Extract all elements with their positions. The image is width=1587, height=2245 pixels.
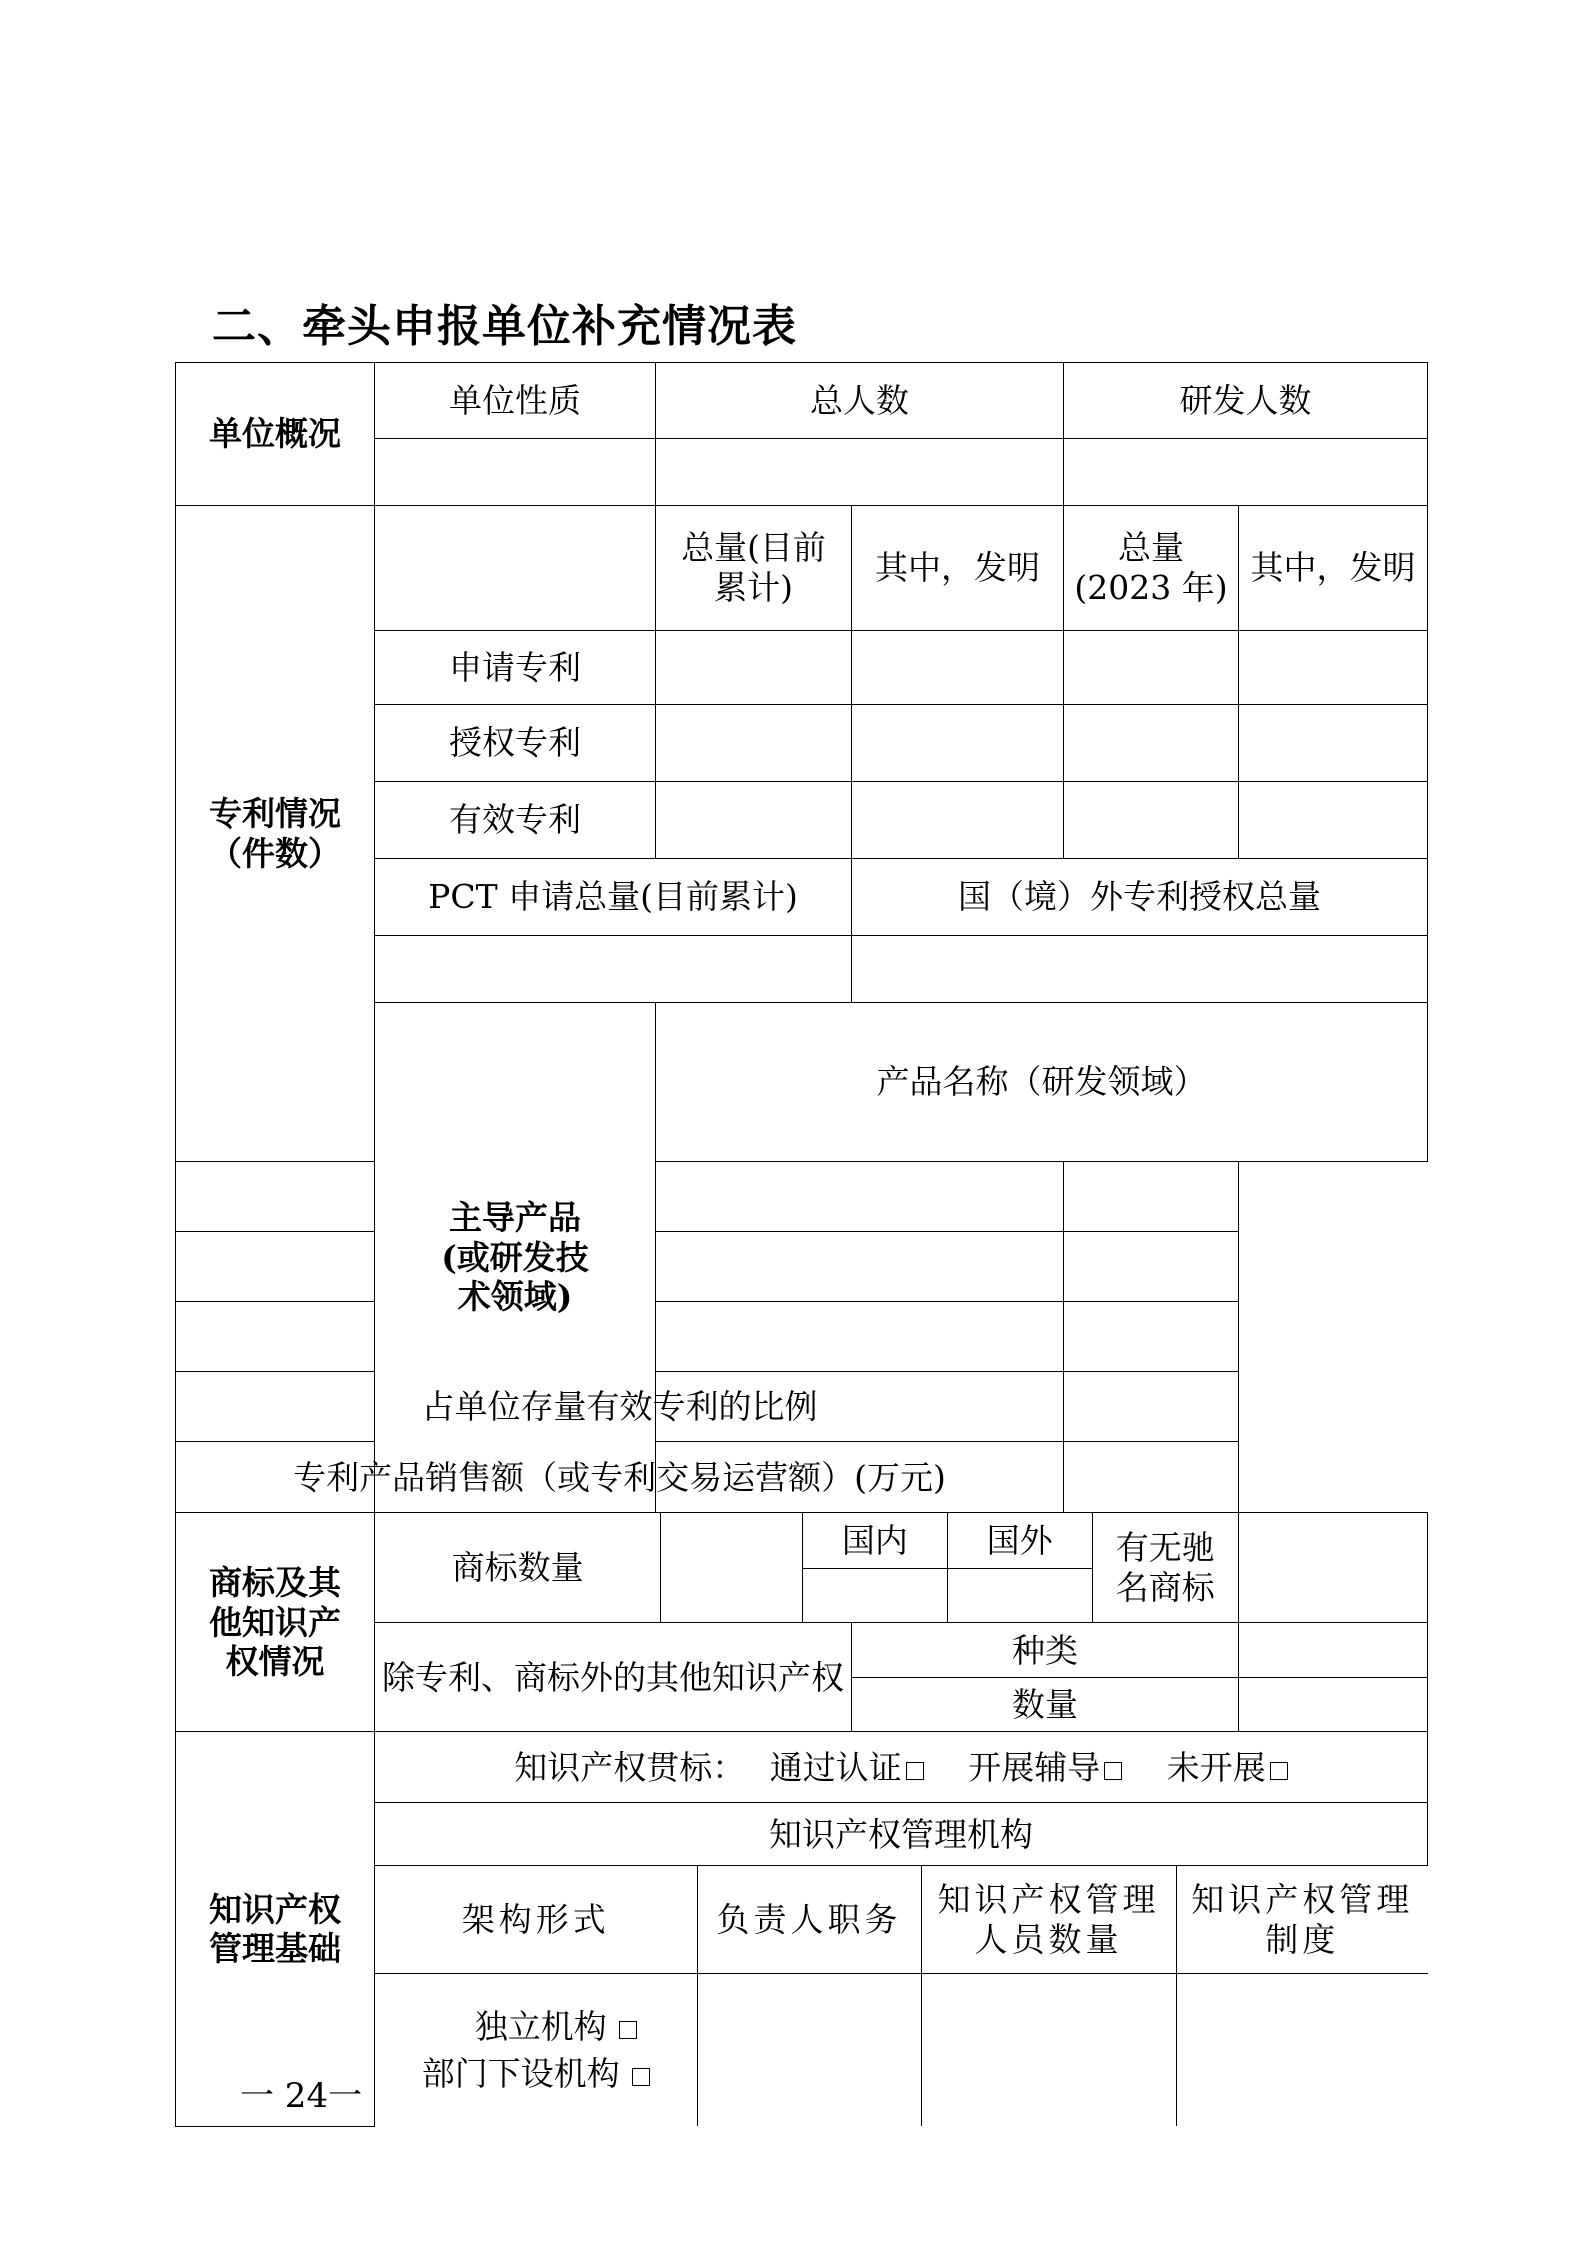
none-checkbox[interactable] [1270, 1762, 1288, 1780]
patent-input[interactable] [656, 631, 852, 705]
certified-checkbox[interactable] [906, 1762, 924, 1780]
ip-standard-row [375, 1732, 1428, 1803]
other-ip-label: 除专利、商标外的其他知识产权 [375, 1623, 852, 1732]
patent-input[interactable] [1064, 782, 1239, 859]
structure-header: 架构形式 [375, 1866, 697, 1973]
patent-input[interactable] [852, 631, 1064, 705]
patent-label-line1: 专利情况 [209, 794, 341, 834]
department-checkbox[interactable] [632, 2068, 650, 2086]
patent-row-label: 授权专利 [375, 705, 656, 782]
system-header [1176, 1866, 1428, 1973]
patent-input[interactable] [852, 705, 1064, 782]
pct-total-header: PCT 申请总量(目前累计) [375, 859, 852, 936]
patent-input[interactable] [1239, 705, 1428, 782]
opt-guidance-label: 开展辅导 [968, 1747, 1101, 1787]
unit-nature-header: 单位性质 [375, 363, 656, 439]
patent-label-line2: （件数） [209, 833, 341, 873]
other-ip-quantity-input[interactable] [1239, 1678, 1428, 1732]
pct-total-input[interactable] [375, 936, 852, 1003]
patent-input[interactable] [656, 782, 852, 859]
product-label-line2: (或研发技 [441, 1237, 589, 1277]
trademark-domestic-header: 国内 [802, 1513, 947, 1568]
trademark-domestic-input[interactable] [802, 1568, 947, 1622]
famous-trademark-label [1092, 1513, 1238, 1622]
total-year-line1: 总量 [1118, 528, 1184, 568]
product-name-header: 产品名称（研发领域） [656, 1003, 1428, 1162]
independent-checkbox[interactable] [619, 2021, 637, 2039]
trademark-label-line2: 他知识产 [209, 1602, 341, 1642]
sales-input[interactable] [1064, 1442, 1239, 1513]
opt-independent-label: 独立机构 [474, 2006, 607, 2046]
famous-line2: 名商标 [1115, 1567, 1215, 1607]
ip-org-header: 知识产权管理机构 [375, 1803, 1428, 1866]
product-count-input[interactable] [1064, 1162, 1239, 1232]
trademark-label-line1: 商标及其 [209, 1562, 341, 1602]
opt-certified-label: 通过认证 [769, 1747, 902, 1787]
opt-none-label: 未开展 [1166, 1747, 1266, 1787]
patent-total-cumulative-header [656, 506, 852, 631]
mgmt-label-line1: 知识产权 [209, 1889, 341, 1929]
trademark-foreign-input[interactable] [947, 1568, 1092, 1622]
foreign-grant-total-input[interactable] [852, 936, 1428, 1003]
opt-department-label: 部门下设机构 [421, 2054, 620, 2094]
patent-input[interactable] [1239, 631, 1428, 705]
patent-total-year-header [1064, 506, 1239, 631]
product-label-line1: 主导产品 [449, 1198, 581, 1238]
system-line2: 制度 [1265, 1919, 1340, 1959]
supplement-form-table [175, 362, 1428, 2127]
unit-total-staff-input[interactable] [656, 439, 1064, 506]
staff-count-header [921, 1866, 1176, 1973]
product-count-input[interactable] [1064, 1232, 1239, 1302]
patent-product-sales-label: 专利产品销售额（或专利交易运营额）(万元) [176, 1442, 1064, 1513]
system-line1: 知识产权管理 [1191, 1880, 1414, 1920]
product-count-input[interactable] [1064, 1302, 1239, 1372]
unit-section-label: 单位概况 [176, 363, 375, 506]
staff-line1: 知识产权管理 [937, 1880, 1160, 1920]
unit-rd-staff-header: 研发人数 [1064, 363, 1428, 439]
trademark-section-label [176, 1513, 375, 1732]
famous-line1: 有无驰 [1115, 1528, 1215, 1568]
total-cum-line1: 总量(目前 [681, 528, 826, 568]
total-cum-line2: 累计) [714, 568, 793, 607]
patent-invention-header-2: 其中，发明 [1239, 506, 1428, 631]
patent-input[interactable] [1064, 705, 1239, 782]
patent-invention-header-1: 其中，发明 [852, 506, 1064, 631]
unit-rd-staff-input[interactable] [1064, 439, 1428, 506]
patent-input[interactable] [656, 705, 852, 782]
other-ip-kind-input[interactable] [1239, 1623, 1428, 1678]
opt-independent-row [415, 2007, 697, 2047]
product-name-input[interactable] [176, 1162, 1064, 1232]
product-name-input[interactable] [176, 1302, 1064, 1372]
foreign-grant-total-header: 国（境）外专利授权总量 [852, 859, 1428, 936]
total-year-line2: (2023 年) [1074, 568, 1228, 607]
opt-department-row [375, 2054, 697, 2094]
staff-count-input[interactable] [921, 1973, 1176, 2126]
unit-total-staff-header: 总人数 [656, 363, 1064, 439]
ip-standard-label: 知识产权贯标： [514, 1747, 746, 1787]
product-label-line3: 术领域) [457, 1277, 573, 1317]
page-number: 一 24一 [240, 2076, 363, 2116]
other-ip-quantity-label: 数量 [852, 1678, 1239, 1732]
ratio-input[interactable] [1064, 1372, 1239, 1442]
patent-input[interactable] [1239, 782, 1428, 859]
famous-trademark-input[interactable] [1239, 1513, 1428, 1623]
trademark-label-line3: 权情况 [225, 1642, 325, 1682]
patent-section-label [176, 506, 375, 1162]
trademark-count-input[interactable] [661, 1513, 803, 1622]
patent-input[interactable] [1064, 631, 1239, 705]
staff-line2: 人员数量 [974, 1919, 1123, 1959]
patent-input[interactable] [852, 782, 1064, 859]
product-name-input[interactable] [176, 1232, 1064, 1302]
patent-corner-cell [375, 506, 656, 631]
trademark-foreign-header: 国外 [947, 1513, 1092, 1568]
guidance-checkbox[interactable] [1104, 1762, 1122, 1780]
leader-header: 负责人职务 [697, 1866, 921, 1973]
patent-row-label: 申请专利 [375, 631, 656, 705]
effective-patent-ratio-label: 占单位存量有效专利的比例 [176, 1372, 1064, 1442]
page-title: 二、牵头申报单位补充情况表 [212, 301, 797, 352]
unit-nature-input[interactable] [375, 439, 656, 506]
other-ip-kind-label: 种类 [852, 1623, 1239, 1678]
system-input[interactable] [1176, 1973, 1428, 2126]
structure-options [375, 1973, 697, 2126]
trademark-count-label: 商标数量 [375, 1513, 661, 1622]
leader-input[interactable] [697, 1973, 921, 2126]
patent-row-label: 有效专利 [375, 782, 656, 859]
mgmt-label-line2: 管理基础 [209, 1929, 341, 1969]
